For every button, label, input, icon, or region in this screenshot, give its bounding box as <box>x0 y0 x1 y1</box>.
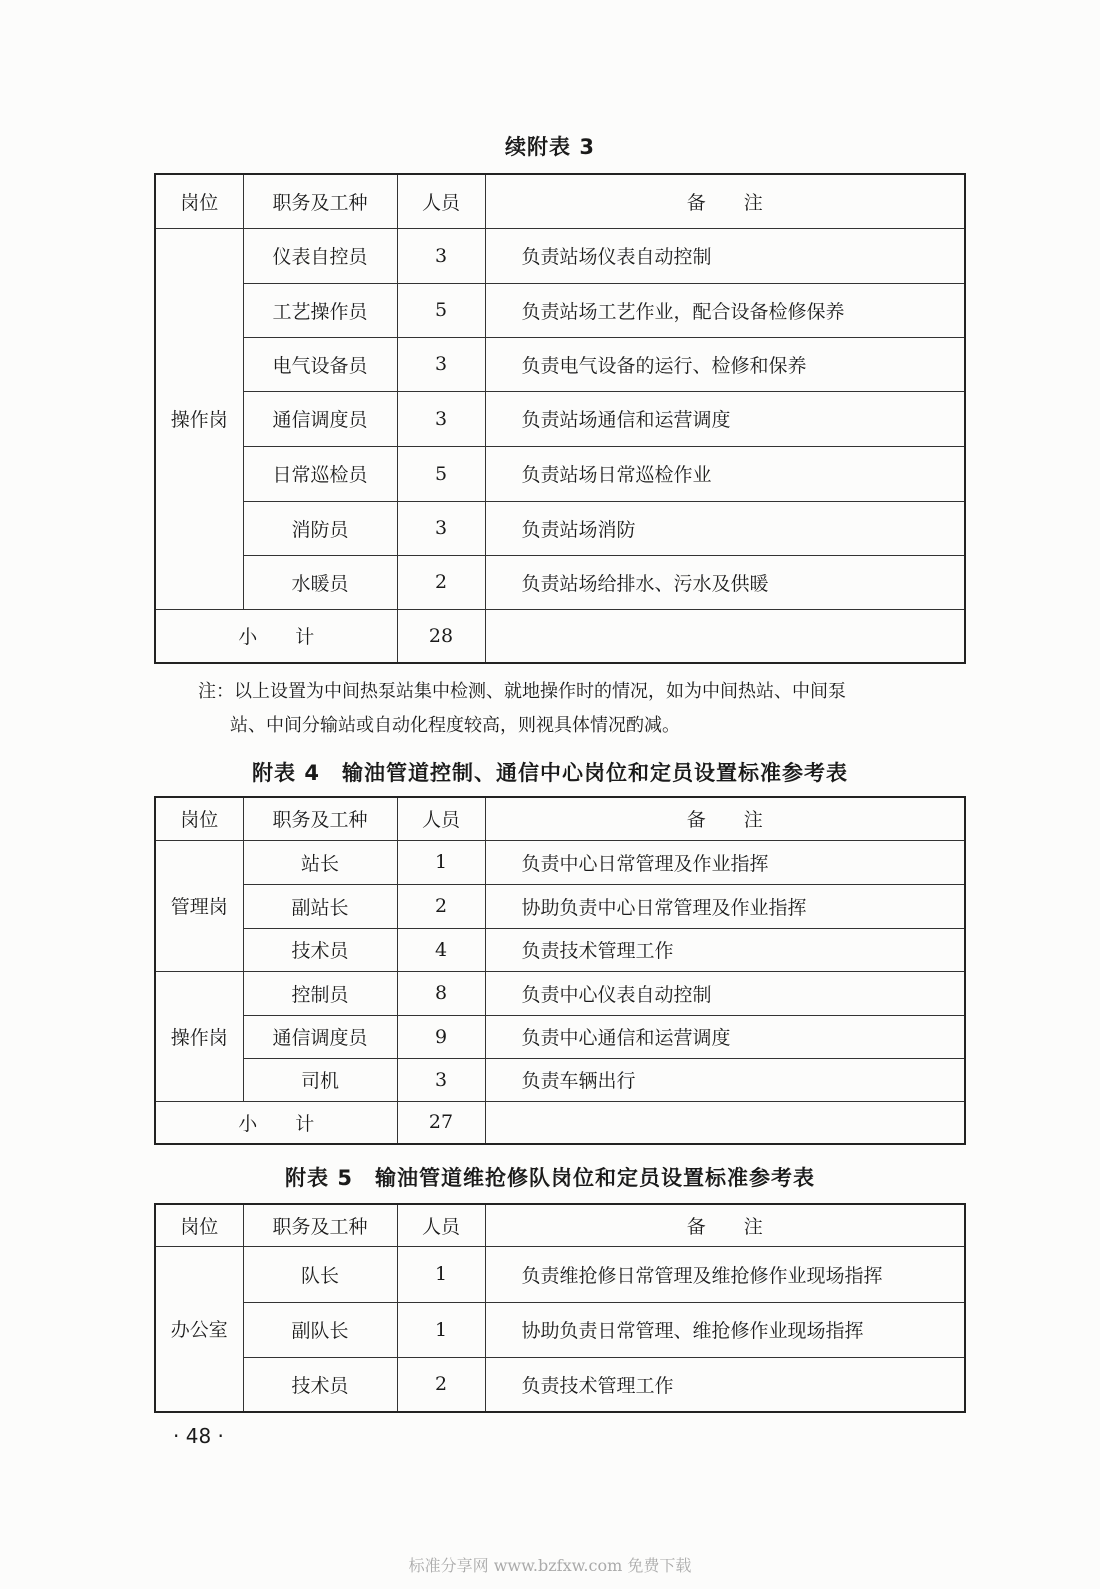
table3-title: 续附表 3 <box>505 135 595 159</box>
table-row <box>155 840 965 884</box>
table4-header-row <box>155 797 965 840</box>
table4-title: 附表 4 输油管道控制、通信中心岗位和定员设置标准参考表 <box>252 761 848 785</box>
table-row <box>155 337 965 391</box>
cell-count: 5 <box>397 283 485 337</box>
subtotal-row <box>155 609 965 663</box>
header-note: 备 注 <box>485 174 965 228</box>
cell-job: 水暖员 <box>243 555 397 609</box>
cell-note: 负责中心仪表自动控制 <box>485 971 965 1015</box>
table-row <box>155 391 965 446</box>
watermark: 标准分享网 www.bzfxw.com 免费下载 <box>408 1556 692 1575</box>
table-row <box>155 1058 965 1101</box>
cell-note: 负责技术管理工作 <box>485 1357 965 1412</box>
cell-count: 3 <box>397 337 485 391</box>
header-note: 备 注 <box>485 1204 965 1246</box>
header-job: 职务及工种 <box>243 797 397 840</box>
table3 <box>154 173 966 664</box>
page-number: · 48 · <box>173 1424 224 1448</box>
table-row <box>155 446 965 501</box>
table-row <box>155 555 965 609</box>
cell-note: 负责站场工艺作业，配合设备检修保养 <box>485 283 965 337</box>
cell-note: 负责站场给排水、污水及供暖 <box>485 555 965 609</box>
cell-count: 5 <box>397 446 485 501</box>
cell-job: 司机 <box>243 1058 397 1101</box>
cell-count: 4 <box>397 928 485 971</box>
footnote <box>198 675 978 743</box>
table4 <box>154 796 966 1145</box>
cell-job: 通信调度员 <box>243 391 397 446</box>
cell-note: 协助负责中心日常管理及作业指挥 <box>485 884 965 928</box>
footnote-line-2: 站、中间分输站或自动化程度较高，则视具体情况酌减。 <box>230 715 680 736</box>
cell-note: 负责站场仪表自动控制 <box>485 228 965 283</box>
header-post: 岗位 <box>155 1204 243 1246</box>
cell-count: 8 <box>397 971 485 1015</box>
footnote-line-1: 注：以上设置为中间热泵站集中检测、就地操作时的情况，如为中间热站、中间泵 <box>198 681 846 702</box>
header-count: 人员 <box>397 797 485 840</box>
header-count: 人员 <box>397 1204 485 1246</box>
cell-note: 负责技术管理工作 <box>485 928 965 971</box>
table3-header-row <box>155 174 965 228</box>
cell-job: 日常巡检员 <box>243 446 397 501</box>
table5 <box>154 1203 966 1413</box>
cell-count: 3 <box>397 1058 485 1101</box>
header-note: 备 注 <box>485 797 965 840</box>
cell-job: 副队长 <box>243 1302 397 1357</box>
subtotal-row <box>155 1101 965 1144</box>
cell-note: 负责维抢修日常管理及维抢修作业现场指挥 <box>485 1246 965 1302</box>
header-job: 职务及工种 <box>243 174 397 228</box>
cell-job: 电气设备员 <box>243 337 397 391</box>
cell-count: 1 <box>397 1302 485 1357</box>
cell-count: 2 <box>397 1357 485 1412</box>
cell-note: 负责车辆出行 <box>485 1058 965 1101</box>
cell-job: 技术员 <box>243 928 397 971</box>
group-post: 办公室 <box>155 1246 243 1412</box>
table5-header-row <box>155 1204 965 1246</box>
cell-job: 工艺操作员 <box>243 283 397 337</box>
cell-count: 9 <box>397 1015 485 1058</box>
header-job: 职务及工种 <box>243 1204 397 1246</box>
table-row <box>155 228 965 283</box>
group-post: 操作岗 <box>155 971 243 1101</box>
cell-job: 仪表自控员 <box>243 228 397 283</box>
cell-count: 1 <box>397 840 485 884</box>
table-row <box>155 283 965 337</box>
table-row <box>155 884 965 928</box>
cell-count: 2 <box>397 884 485 928</box>
cell-job: 站长 <box>243 840 397 884</box>
subtotal-label: 小 计 <box>155 1101 397 1144</box>
cell-count: 2 <box>397 555 485 609</box>
cell-note: 负责中心日常管理及作业指挥 <box>485 840 965 884</box>
table-row <box>155 1357 965 1412</box>
cell-count: 3 <box>397 228 485 283</box>
table-row <box>155 1015 965 1058</box>
cell-job: 通信调度员 <box>243 1015 397 1058</box>
header-post: 岗位 <box>155 174 243 228</box>
group-post: 操作岗 <box>155 228 243 609</box>
cell-note: 负责站场通信和运营调度 <box>485 391 965 446</box>
cell-job: 技术员 <box>243 1357 397 1412</box>
cell-job: 消防员 <box>243 501 397 555</box>
cell-note: 负责站场消防 <box>485 501 965 555</box>
header-post: 岗位 <box>155 797 243 840</box>
subtotal-label: 小 计 <box>155 609 397 663</box>
table-row <box>155 1246 965 1302</box>
subtotal-value: 27 <box>397 1101 485 1144</box>
table-row <box>155 971 965 1015</box>
cell-count: 1 <box>397 1246 485 1302</box>
subtotal-note <box>485 609 965 663</box>
table5-title: 附表 5 输油管道维抢修队岗位和定员设置标准参考表 <box>285 1166 815 1190</box>
group-post: 管理岗 <box>155 840 243 971</box>
cell-note: 负责站场日常巡检作业 <box>485 446 965 501</box>
table-row <box>155 501 965 555</box>
cell-note: 负责电气设备的运行、检修和保养 <box>485 337 965 391</box>
cell-job: 副站长 <box>243 884 397 928</box>
subtotal-note <box>485 1101 965 1144</box>
cell-note: 协助负责日常管理、维抢修作业现场指挥 <box>485 1302 965 1357</box>
cell-note: 负责中心通信和运营调度 <box>485 1015 965 1058</box>
cell-job: 控制员 <box>243 971 397 1015</box>
table-row <box>155 928 965 971</box>
cell-job: 队长 <box>243 1246 397 1302</box>
table-row <box>155 1302 965 1357</box>
cell-count: 3 <box>397 501 485 555</box>
header-count: 人员 <box>397 174 485 228</box>
cell-count: 3 <box>397 391 485 446</box>
subtotal-value: 28 <box>397 609 485 663</box>
